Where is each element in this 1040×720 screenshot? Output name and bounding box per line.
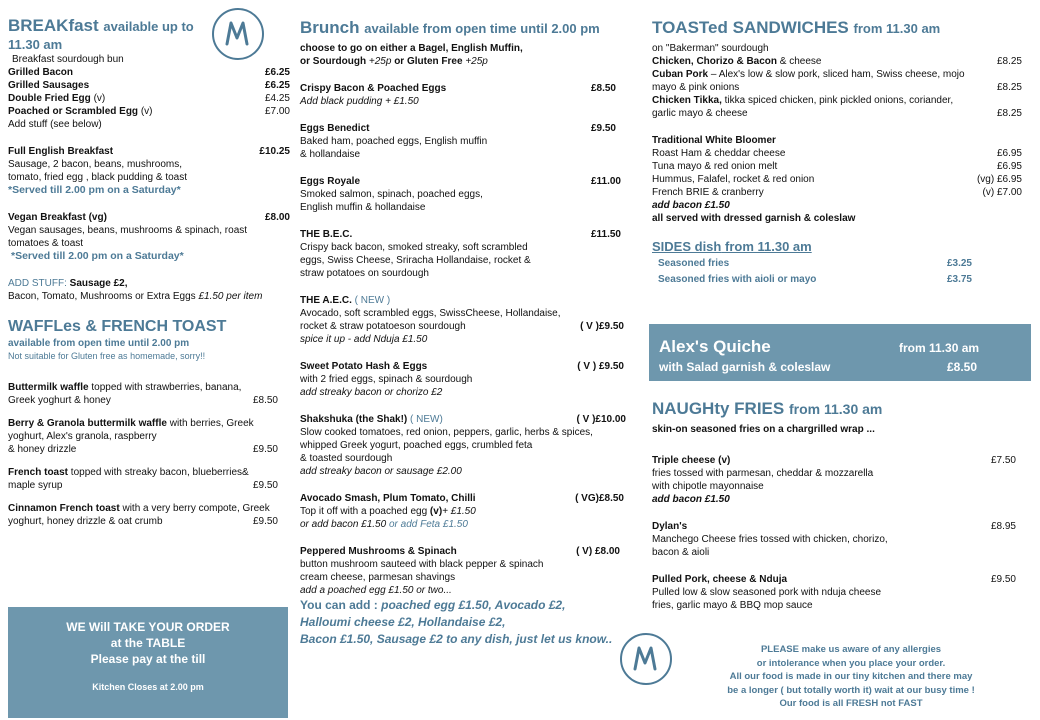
- brunch-column: [300, 18, 632, 648]
- item-desc: Vegan sausages, beans, mushrooms & spinach, roast: [8, 225, 248, 236]
- served-note: all served with dressed garnish & coleslaw: [652, 213, 856, 224]
- item-desc: Smoked salmon, spinach, poached eggs,: [300, 189, 483, 200]
- bloomer-title: Traditional White Bloomer: [652, 135, 776, 146]
- you-can-add: Halloumi cheese £2, Hollandaise £2,: [300, 615, 506, 629]
- menu-item-line: garlic mayo & cheese £8.25: [652, 108, 1022, 119]
- order-line: Please pay at the till: [90, 652, 206, 666]
- menu-item: Chicken Tikka, tikka spiced chicken, pink pickled onions, coriander,: [652, 95, 954, 106]
- menu-item-line: yoghurt, honey drizzle & oat crumb £9.50: [8, 516, 278, 527]
- item-desc: cream cheese, parmesan shavings: [300, 572, 456, 583]
- item-add: add a poached egg £1.50 or two...: [300, 585, 452, 596]
- toasted-note: on "Bakerman" sourdough: [652, 43, 769, 54]
- menu-item: Seasoned fries with aioli or mayo £3.75: [658, 274, 972, 285]
- menu-item: Triple cheese (v) £7.50: [652, 455, 1016, 466]
- add-stuff-2: Bacon, Tomato, Mushrooms or Extra Eggs £1.50 per item: [8, 291, 263, 302]
- item-desc: eggs, Swiss Cheese, Sriracha Hollandaise, rocket &: [300, 255, 531, 266]
- allergy-note: [676, 643, 1026, 711]
- item-add: Add black pudding + £1.50: [300, 96, 419, 107]
- item-desc: fries tossed with parmesan, cheddar & mozzarella: [652, 468, 874, 479]
- naughty-note: skin-on seasoned fries on a chargrilled wrap ...: [652, 424, 875, 435]
- allergy-line: or intolerance when you place your order.: [756, 657, 946, 669]
- toasted-title: TOASTed SANDWICHES from 11.30 am: [652, 18, 941, 37]
- order-line: WE Will TAKE YOUR ORDER: [66, 620, 230, 634]
- menu-item: Grilled Bacon £6.25: [8, 67, 290, 78]
- item-desc: Slow cooked tomatoes, red onion, peppers, garlic, herbs & spices,: [300, 427, 593, 438]
- item-desc: rocket & straw potatoeson sourdough ( V )£9.50: [300, 321, 624, 332]
- allergy-line: be a longer ( but totally worth it) wait at our busy time !: [727, 684, 975, 696]
- allergy-line: Our food is all FRESH not FAST: [779, 698, 923, 709]
- menu-item: French BRIE & cranberry (v) £7.00: [652, 187, 1022, 198]
- menu-item: Berry & Granola buttermilk waffle with berries, Greek: [8, 418, 254, 429]
- menu-item: French toast topped with streaky bacon, blueberries&: [8, 467, 249, 478]
- item-desc: Pulled low & slow seasoned pork with nduja cheese: [652, 587, 882, 598]
- waffles-note: Not suitable for Gluten free as homemade, sorry!!: [8, 351, 206, 361]
- you-can-add: Bacon £1.50, Sausage £2 to any dish, just let us know..: [300, 632, 613, 646]
- brunch-choose-2: or Sourdough +25p or Gluten Free +25p: [300, 56, 488, 67]
- item-desc: tomatoes & toast: [8, 238, 84, 249]
- item-desc: & hollandaise: [300, 149, 361, 160]
- menu-item: Avocado Smash, Plum Tomato, Chilli ( VG)£8.50: [300, 493, 624, 504]
- item-desc: Top it off with a poached egg (v)+ £1.50: [300, 506, 476, 517]
- sandwich-column: [652, 18, 1030, 286]
- naughty-title: NAUGHty FRIES from 11.30 am: [652, 399, 883, 418]
- menu-item: THE B.E.C. £11.50: [300, 229, 621, 240]
- quiche-title: Alex's Quiche: [659, 337, 771, 356]
- item-desc: with chipotle mayonnaise: [652, 481, 764, 492]
- item-desc: button mushroom sauteed with black pepper & spinach: [300, 559, 544, 570]
- order-info-box: [8, 607, 288, 718]
- item-add: spice it up - add Nduja £1.50: [300, 334, 428, 345]
- allergy-line: All our food is made in our tiny kitchen and there may: [729, 671, 973, 682]
- menu-item-line: maple syrup £9.50: [8, 480, 278, 491]
- you-can-add: You can add : poached egg £1.50, Avocado £2,: [300, 598, 566, 612]
- allergy-line: PLEASE make us aware of any allergies: [760, 644, 942, 655]
- item-desc: Baked ham, poached eggs, English muffin: [300, 136, 488, 147]
- menu-item: Full English Breakfast £10.25: [8, 146, 290, 157]
- menu-item: Buttermilk waffle topped with strawberries, banana,: [8, 382, 242, 393]
- item-desc: yoghurt, Alex's granola, raspberry: [8, 431, 157, 442]
- served-note: *Served till 2.00 pm on a Saturday*: [11, 250, 184, 262]
- menu-item: Tuna mayo & red onion melt £6.95: [652, 161, 1022, 172]
- menu-item: Chicken, Chorizo & Bacon & cheese £8.25: [652, 56, 1022, 67]
- item-desc: with 2 fried eggs, spinach & sourdough: [300, 374, 473, 385]
- item-add: or add bacon £1.50 or add Feta £1.50: [300, 519, 468, 530]
- menu-item-line: Greek yoghurt & honey £8.50: [8, 395, 278, 406]
- kitchen-closes: Kitchen Closes at 2.00 pm: [92, 682, 204, 692]
- item-desc: bacon & aioli: [652, 547, 710, 558]
- item-desc: Crispy back bacon, smoked streaky, soft scrambled: [300, 242, 528, 253]
- sides-title: SIDES dish from 11.30 am: [652, 239, 812, 254]
- quiche-time: from 11.30 am: [899, 341, 980, 355]
- menu-item: Poached or Scrambled Egg (v) £7.00: [8, 106, 290, 117]
- item-desc: English muffin & hollandaise: [300, 202, 426, 213]
- quiche-desc: with Salad garnish & coleslaw: [659, 360, 831, 374]
- item-add: add bacon £1.50: [652, 200, 730, 211]
- menu-item: Cuban Pork – Alex's low & slow pork, sliced ham, Swiss cheese, mojo: [652, 69, 965, 80]
- menu-item: Hummus, Falafel, rocket & red onion (vg) £6.95: [652, 174, 1022, 185]
- item-desc: Manchego Cheese fries tossed with chicken, chorizo,: [652, 534, 888, 545]
- item-desc: Sausage, 2 bacon, beans, mushrooms,: [8, 159, 182, 170]
- menu-item: Shakshuka (the Shak!) ( NEW) ( V )£10.00: [300, 414, 626, 425]
- menu-item: Cinnamon French toast with a very berry compote, Greek: [8, 503, 270, 514]
- menu-item: Double Fried Egg (v) £4.25: [8, 93, 290, 104]
- item-desc: Avocado, soft scrambled eggs, SwissCheese, Hollandaise,: [300, 308, 561, 319]
- breakfast-column: [8, 16, 290, 528]
- brunch-choose: choose to go on either a Bagel, English Muffin,: [300, 43, 523, 54]
- breakfast-title: BREAKfast available up to: [8, 16, 194, 35]
- add-stuff: ADD STUFF: Sausage £2,: [8, 278, 128, 289]
- menu-item: Grilled Sausages £6.25: [8, 80, 290, 91]
- item-add: add streaky bacon or chorizo £2: [300, 387, 443, 398]
- menu-item: Peppered Mushrooms & Spinach ( V) £8.00: [300, 546, 620, 557]
- menu-item: Pulled Pork, cheese & Nduja £9.50: [652, 574, 1016, 585]
- menu-item: Eggs Benedict £9.50: [300, 123, 616, 134]
- menu-item: THE A.E.C. ( NEW ): [300, 295, 391, 306]
- quiche-box: [649, 324, 1031, 381]
- item-add: add bacon £1.50: [652, 494, 730, 505]
- item-add: add streaky bacon or sausage £2.00: [300, 466, 462, 477]
- menu-item: Vegan Breakfast (vg) £8.00: [8, 212, 290, 223]
- menu-item: Dylan's £8.95: [652, 521, 1016, 532]
- menu-item: Seasoned fries £3.25: [658, 258, 972, 269]
- item-desc: & toasted sourdough: [300, 453, 393, 464]
- breakfast-note: Breakfast sourdough bun: [12, 54, 124, 65]
- waffles-title: WAFFLes & FRENCH TOAST: [8, 318, 227, 335]
- menu-item-line: & honey drizzle £9.50: [8, 444, 278, 455]
- item-desc: whipped Greek yogurt, poached eggs, crumbled feta: [300, 440, 533, 451]
- order-line: at the TABLE: [110, 636, 186, 650]
- menu-item: Eggs Royale £11.00: [300, 176, 621, 187]
- waffles-avail: available from open time until 2.00 pm: [8, 338, 190, 349]
- breakfast-title-line2: 11.30 am: [8, 37, 63, 52]
- quiche-price: £8.50: [947, 360, 978, 374]
- menu-item: Roast Ham & cheddar cheese £6.95: [652, 148, 1022, 159]
- menu-item: Crispy Bacon & Poached Eggs £8.50: [300, 83, 616, 94]
- item-desc: fries, garlic mayo & BBQ mop sauce: [652, 600, 813, 611]
- item-desc: straw potatoes on sourdough: [300, 268, 429, 279]
- item-desc: tomato, fried egg , black pudding & toast: [8, 172, 187, 183]
- menu-item: Sweet Potato Hash & Eggs ( V ) £9.50: [300, 361, 624, 372]
- naughty-fries-section: [652, 399, 1030, 612]
- add-note: Add stuff (see below): [8, 119, 102, 130]
- brunch-title: Brunch available from open time until 2.00 pm: [300, 18, 600, 37]
- served-note: *Served till 2.00 pm on a Saturday*: [8, 184, 181, 196]
- menu-item-line: mayo & pink onions £8.25: [652, 82, 1022, 93]
